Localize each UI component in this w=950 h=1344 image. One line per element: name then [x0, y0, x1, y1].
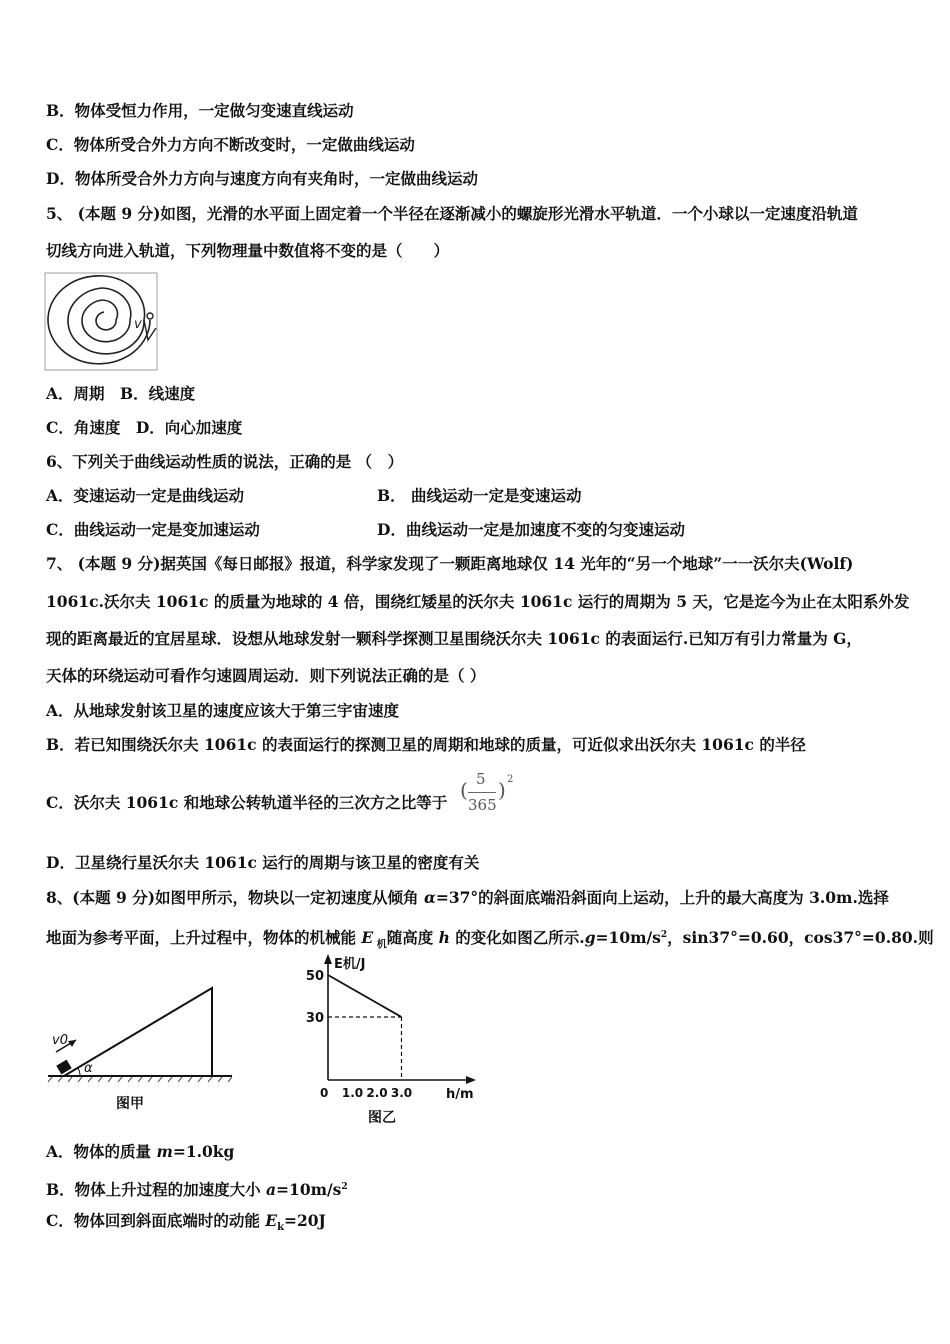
q6-option-c: C．曲线运动一定是变加速运动 — [46, 520, 260, 539]
q5-options-cd: C．角速度 D．向心加速度 — [46, 418, 243, 437]
q8-option-a: A．物体的质量 m=1.0kg — [46, 1142, 235, 1161]
q7-stem-line3: 现的距离最近的宜居星球．设想从地球发射一颗科学探测卫星围绕沃尔夫 1061c 的表面运行.已知万有引力常量为 G， — [46, 629, 862, 648]
q7-option-d: D．卫星绕行星沃尔夫 1061c 运行的周期与该卫星的密度有关 — [46, 853, 480, 872]
v0-label: v0 — [52, 1033, 68, 1048]
spiral-track-figure — [44, 272, 160, 372]
figure-yi-caption: 图乙 — [368, 1110, 396, 1126]
fraction-denominator: 365 — [468, 796, 497, 814]
x-tick-label: 0 — [320, 1086, 329, 1100]
ball-marker — [147, 313, 153, 319]
q7-stem-line1: 7、 (本题 9 分)据英国《每日邮报》报道，科学家发现了一颗距离地球仅 14 光年的“另一个地球”一一沃尔夫(Wolf) — [46, 554, 854, 573]
fraction-numerator: 5 — [476, 770, 486, 788]
q6-stem: 6、下列关于曲线运动性质的说法，正确的是 （ ） — [46, 452, 404, 471]
q8-stem-line1: 8、(本题 9 分)如图甲所示，物块以一定初速度从倾角 α=37°的斜面底端沿斜面向上运动，上升的最大高度为 3.0m.选择 — [46, 888, 889, 907]
x-tick-label: 1.0 — [341, 1086, 364, 1100]
q4-option-c: C．物体所受合外力方向不断改变时，一定做曲线运动 — [46, 135, 415, 154]
q8-option-c: C．物体回到斜面底端时的动能 $E_k=20J$ — [46, 1211, 326, 1234]
energy-chart — [300, 952, 490, 1130]
q6-option-b: B． 曲线运动一定是变速运动 — [377, 486, 582, 505]
alpha-label: α — [84, 1061, 93, 1076]
q7-stem-line4: 天体的环绕运动可看作匀速圆周运动．则下列说法正确的是（ ） — [46, 666, 486, 685]
q7-option-b: B．若已知围绕沃尔夫 1061c 的表面运行的探测卫星的周期和地球的质量，可近似求出沃尔夫 1061c 的半径 — [46, 735, 806, 754]
q6-option-a: A．变速运动一定是曲线运动 — [46, 486, 245, 505]
y-axis-arrow — [324, 954, 332, 964]
q7-fraction: ( 5 365 ) 2 — [460, 770, 514, 814]
q8-stem-line2: 地面为参考平面，上升过程中，物体的机械能 E $_机$随高度 h 的变化如图乙所示$.g=10m/s^2$，sin37°=0.60，cos37°=0.80.则 — [46, 928, 934, 951]
q4-option-d: D．物体所受合外力方向与速度方向有夹角时，一定做曲线运动 — [46, 169, 478, 188]
x-tick-label: 2.0 — [366, 1086, 388, 1100]
q6-option-d: D．曲线运动一定是加速度不变的匀变速运动 — [377, 520, 685, 539]
q8-option-b: B．物体上升过程的加速度大小 $a=10m/s^2$ — [46, 1180, 348, 1200]
energy-line — [328, 975, 402, 1017]
figure-jia-caption: 图甲 — [116, 1096, 144, 1112]
velocity-label: v — [134, 317, 142, 332]
q5-options-ab: A．周期 B．线速度 — [46, 384, 196, 403]
x-tick-label: 3.0 — [390, 1086, 413, 1100]
incline-figure — [44, 980, 244, 1115]
y-axis-label: E机/J — [334, 957, 366, 972]
y-tick-label: 50 — [305, 969, 324, 984]
q5-stem-line2: 切线方向进入轨道，下列物理量中数值将不变的是（ ） — [46, 241, 450, 260]
q4-option-b: B．物体受恒力作用，一定做匀变速直线运动 — [46, 101, 354, 120]
q7-option-a: A．从地球发射该卫星的速度应该大于第三宇宙速度 — [46, 701, 400, 720]
fraction-exponent: 2 — [507, 774, 514, 785]
x-axis-arrow — [466, 1076, 476, 1084]
q7-stem-line2: 1061c.沃尔夫 1061c 的质量为地球的 4 倍，围绕红矮星的沃尔夫 1061c 运行的周期为 5 天，它是迄今为止在太阳系外发 — [46, 592, 910, 611]
q5-stem-line1: 5、 (本题 9 分)如图，光滑的水平面上固定着一个半径在逐渐减小的螺旋形光滑水平轨道．一个小球以一定速度沿轨道 — [46, 204, 858, 223]
y-tick-label: 30 — [305, 1011, 324, 1026]
x-axis-label: h/m — [446, 1087, 474, 1102]
q7-option-c: C．沃尔夫 1061c 和地球公转轨道半径的三次方之比等于 — [46, 793, 448, 812]
